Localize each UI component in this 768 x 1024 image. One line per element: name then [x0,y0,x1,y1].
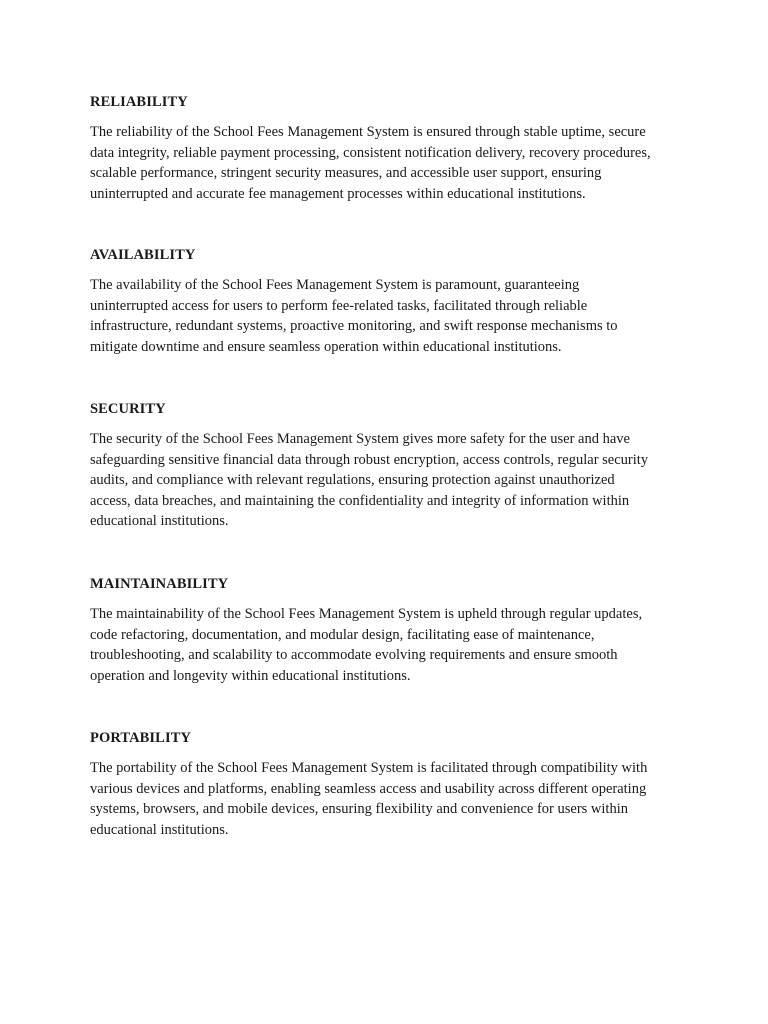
section-paragraph [90,429,680,532]
paragraph-line: The reliability of the School Fees Management System is ensured through stable uptime, secure [90,124,646,140]
paragraph-line: The maintainability of the School Fees Management System is upheld through regular updates, [90,606,643,622]
paragraph-line: educational institutions. [90,513,229,530]
paragraph-line: scalable performance, stringent security measures, and accessible user support, ensuring [90,165,602,182]
paragraph-line: uninterrupted access for users to perform fee-related tasks, facilitated through reliable [90,297,588,314]
paragraph-line: operation and longevity within educational institutions. [90,667,411,684]
section-portability [90,729,680,840]
paragraph-line: troubleshooting, and scalability to accommodate evolving requirements and ensure smooth [90,647,618,664]
section-security [90,400,680,532]
section-heading: MAINTAINABILITY [90,576,229,592]
section-paragraph [90,604,680,686]
paragraph-line: various devices and platforms, enabling seamless access and usability across different operating [90,780,647,797]
section-heading: AVAILABILITY [90,247,196,263]
paragraph-line: safeguarding sensitive financial data through robust encryption, access controls, regular security [90,451,649,468]
section-paragraph [90,122,680,204]
paragraph-line: The availability of the School Fees Management System is paramount, guaranteeing [90,277,580,293]
paragraph-line: The portability of the School Fees Management System is facilitated through compatibility with [90,760,648,776]
section-availability [90,246,680,357]
paragraph-line: mitigate downtime and ensure seamless operation within educational institutions. [90,338,562,355]
section-heading: SECURITY [90,401,166,417]
paragraph-line: access, data breaches, and maintaining the confidentiality and integrity of information within [90,492,630,509]
section-reliability [90,93,680,204]
section-paragraph [90,758,680,840]
paragraph-line: data integrity, reliable payment processing, consistent notification delivery, recovery procedures, [90,144,651,161]
section-heading: RELIABILITY [90,94,188,110]
paragraph-line: uninterrupted and accurate fee management processes within educational institutions. [90,185,586,202]
paragraph-line: audits, and compliance with relevant regulations, ensuring protection against unauthorized [90,472,615,489]
section-paragraph [90,275,680,357]
section-maintainability [90,575,680,686]
paragraph-line: infrastructure, redundant systems, proactive monitoring, and swift response mechanisms to [90,318,618,335]
paragraph-line: educational institutions. [90,821,229,838]
section-heading: PORTABILITY [90,730,192,746]
paragraph-line: systems, browsers, and mobile devices, ensuring flexibility and convenience for users within [90,801,628,818]
paragraph-line: code refactoring, documentation, and modular design, facilitating ease of maintenance, [90,626,595,643]
paragraph-line: The security of the School Fees Management System gives more safety for the user and have [90,431,630,447]
